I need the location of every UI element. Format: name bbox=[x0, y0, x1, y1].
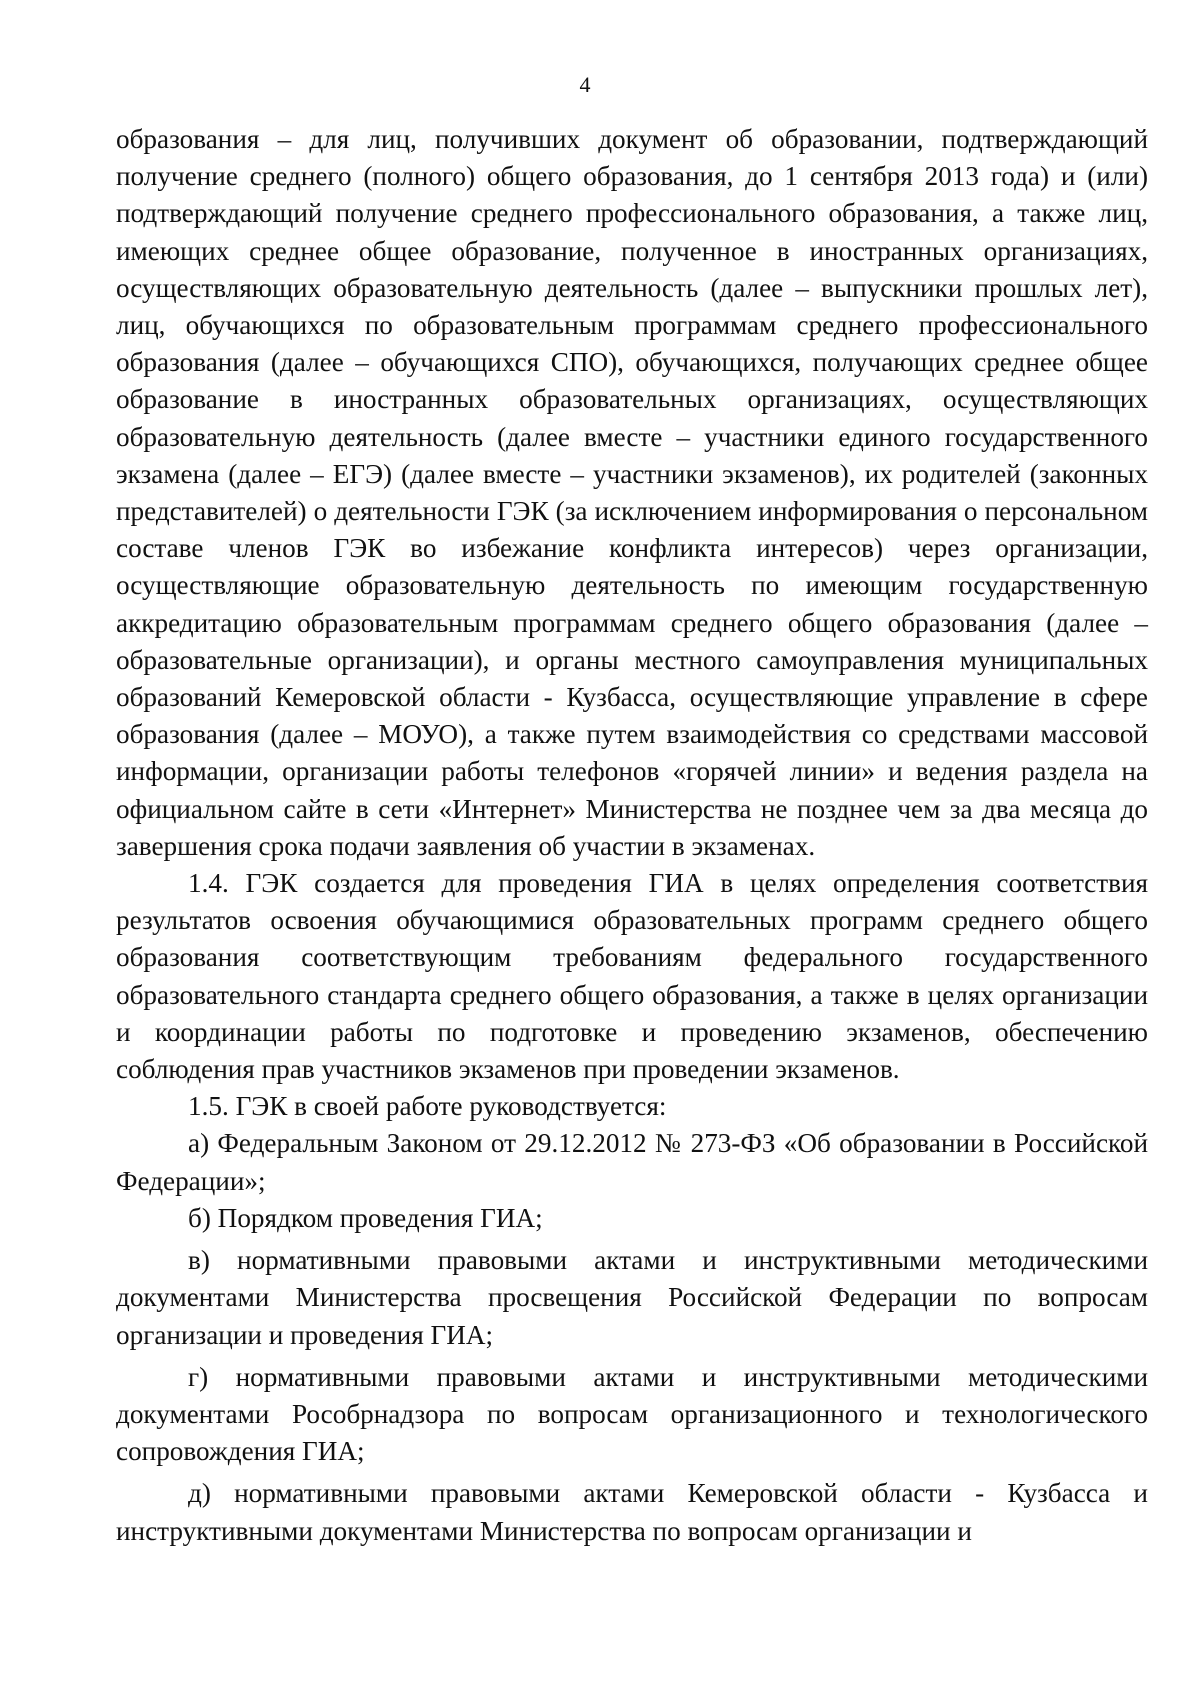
paragraph-1-5: 1.5. ГЭК в своей работе руководствуется: bbox=[188, 1091, 667, 1122]
paragraph-1-4: 1.4. ГЭК создается для проведения ГИА в целях определения соответствия результатов освоения обучающимися образовательных программ среднего общего образования соответствующим требованиям федерального государственного образовательного стандарта среднего общего образования, а также в целях организации и координации работы по подготовке и проведению экзаменов, обеспечению соблюдения прав участников экзаменов при проведении экзаменов. bbox=[116, 868, 1148, 1085]
list-item-g: г) нормативными правовыми актами и инструктивными методическими документами Рособрнадзора по вопросам организационного и технологического сопровождения ГИА; bbox=[116, 1361, 1148, 1467]
list-item-v: в) нормативными правовыми актами и инструктивными методическими документами Министерства просвещения Российской Федерации по вопросам организации и проведения ГИА; bbox=[116, 1245, 1148, 1350]
list-item-a: а) Федеральным Законом от 29.12.2012 № 273-ФЗ «Об образовании в Российской Федерации»; bbox=[116, 1128, 1148, 1196]
paragraph-continuation: образования – для лиц, получивших документ об образовании, подтверждающий получение среднего (полного) общего образования, до 1 сентября 2013 года) и (или) подтверждающий получение среднего профессионального образования, а также лиц, имеющих среднее общее образование, полученное в иностранных организациях, осуществляющих образовательную деятельность (далее – выпускники прошлых лет), лиц, обучающихся по образовательным программам среднего профессионального образования (далее – обучающихся СПО), обучающихся, получающих среднее общее образование в иностранных образовательных организациях, осуществляющих образовательную деятельность (далее вместе – участники единого государственного экзамена (далее – ЕГЭ) (далее вместе – участники экзаменов), их родителей (законных представителей) о деятельности ГЭК (за исключением информирования о персональном составе членов ГЭК во избежание конфликта интересов) через организации, осуществляющие образовательную деятельность по имеющим государственную аккредитацию образовательным программам среднего общего образования (далее – образовательные организации), и органы местного самоуправления муниципальных образований Кемеровской области - Кузбасса, осуществляющие управление в сфере образования (далее – МОУО), а также путем взаимодействия со средствами массовой информации, организации работы телефонов «горячей линии» и ведения раздела на официальном сайте в сети «Интернет» Министерства не позднее чем за два месяца до завершения срока подачи заявления об участии в экзаменах. bbox=[116, 124, 1148, 861]
list-item-b: б) Порядком проведения ГИА; bbox=[188, 1202, 543, 1233]
list-item-d: д) нормативными правовыми актами Кемеровской области - Кузбасса и инструктивными документами Министерства по вопросам организации и bbox=[116, 1478, 1148, 1546]
page-number: 4 bbox=[579, 72, 591, 97]
document-body bbox=[116, 121, 1148, 1550]
